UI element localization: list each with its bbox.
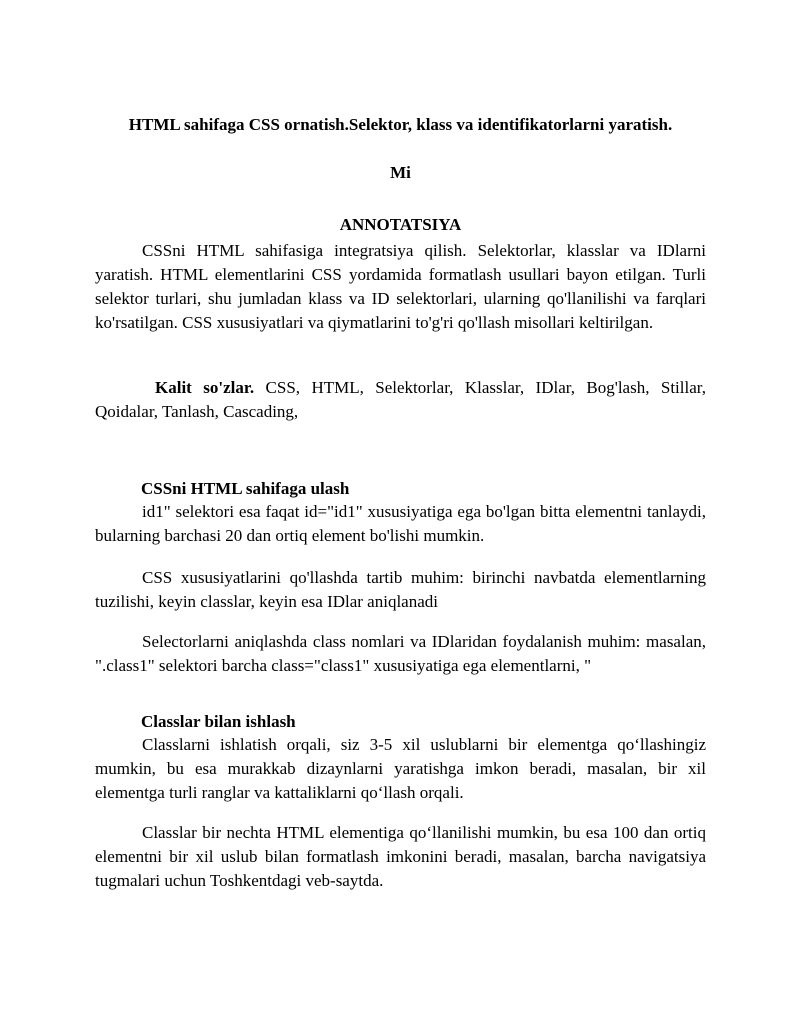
section-heading-linking: CSSni HTML sahifaga ulash: [141, 479, 350, 498]
author-name: Mi: [390, 163, 411, 182]
abstract-paragraph: CSSni HTML sahifasiga integratsiya qilish. Selektorlar, klasslar va IDlarni yaratish. HTML elementlarini CSS yordamida formatlash usullari bayon etilgan. Turli selektor turlari, shu jumladan klass va ID selektorlari, ularning qo'llanilishi va farqlari ko'rsatilgan. CSS xususiyatlari va qiymatlarini to'g'ri qo'llash misollari keltirilgan.: [95, 241, 706, 332]
classes-paragraph-1: Classlarni ishlatish orqali, siz 3-5 xil uslublarni bir elementga qo‘llashingiz mumkin, bu esa murakkab dizaynlarni yaratishga imkon beradi, masalan, bir xil elementga turli ranglar va kattaliklarni qo‘llash orqali.: [95, 735, 706, 802]
linking-paragraph-1: id1" selektori esa faqat id="id1" xususiyatiga ega bo'lgan bitta elementni tanlaydi, bularning barchasi 20 dan ortiq element bo'lishi mumkin.: [95, 502, 706, 545]
abstract-heading: ANNOTATSIYA: [339, 215, 462, 234]
document-title: HTML sahifaga CSS ornatish.Selektor, klass va identifikatorlarni yaratish.: [128, 115, 673, 134]
keywords-list: CSS, HTML, Selektorlar, Klasslar, IDlar, Bog'lash, Stillar, Qoidalar, Tanlash, Cascading,: [95, 378, 706, 421]
section-heading-classes: Classlar bilan ishlash: [141, 712, 296, 731]
document-page: [95, 0, 706, 1035]
linking-paragraph-3: Selectorlarni aniqlashda class nomlari va IDlaridan foydalanish muhim: masalan, ".class1" selektori barcha class="class1" xususiyatiga ega elementlarni, ": [95, 632, 706, 675]
classes-paragraph-2: Classlar bir nechta HTML elementiga qo‘llanilishi mumkin, bu esa 100 dan ortiq elementni bir xil uslub bilan formatlash imkonini beradi, masalan, barcha navigatsiya tugmalari uchun Toshkentdagi veb-saytda.: [95, 823, 706, 890]
linking-paragraph-2: CSS xususiyatlarini qo'llashda tartib muhim: birinchi navbatda elementlarning tuzilishi, keyin classlar, keyin esa IDlar aniqlanadi: [95, 568, 706, 611]
keywords-label: Kalit so'zlar.: [155, 378, 255, 397]
keywords-paragraph: [95, 376, 706, 424]
